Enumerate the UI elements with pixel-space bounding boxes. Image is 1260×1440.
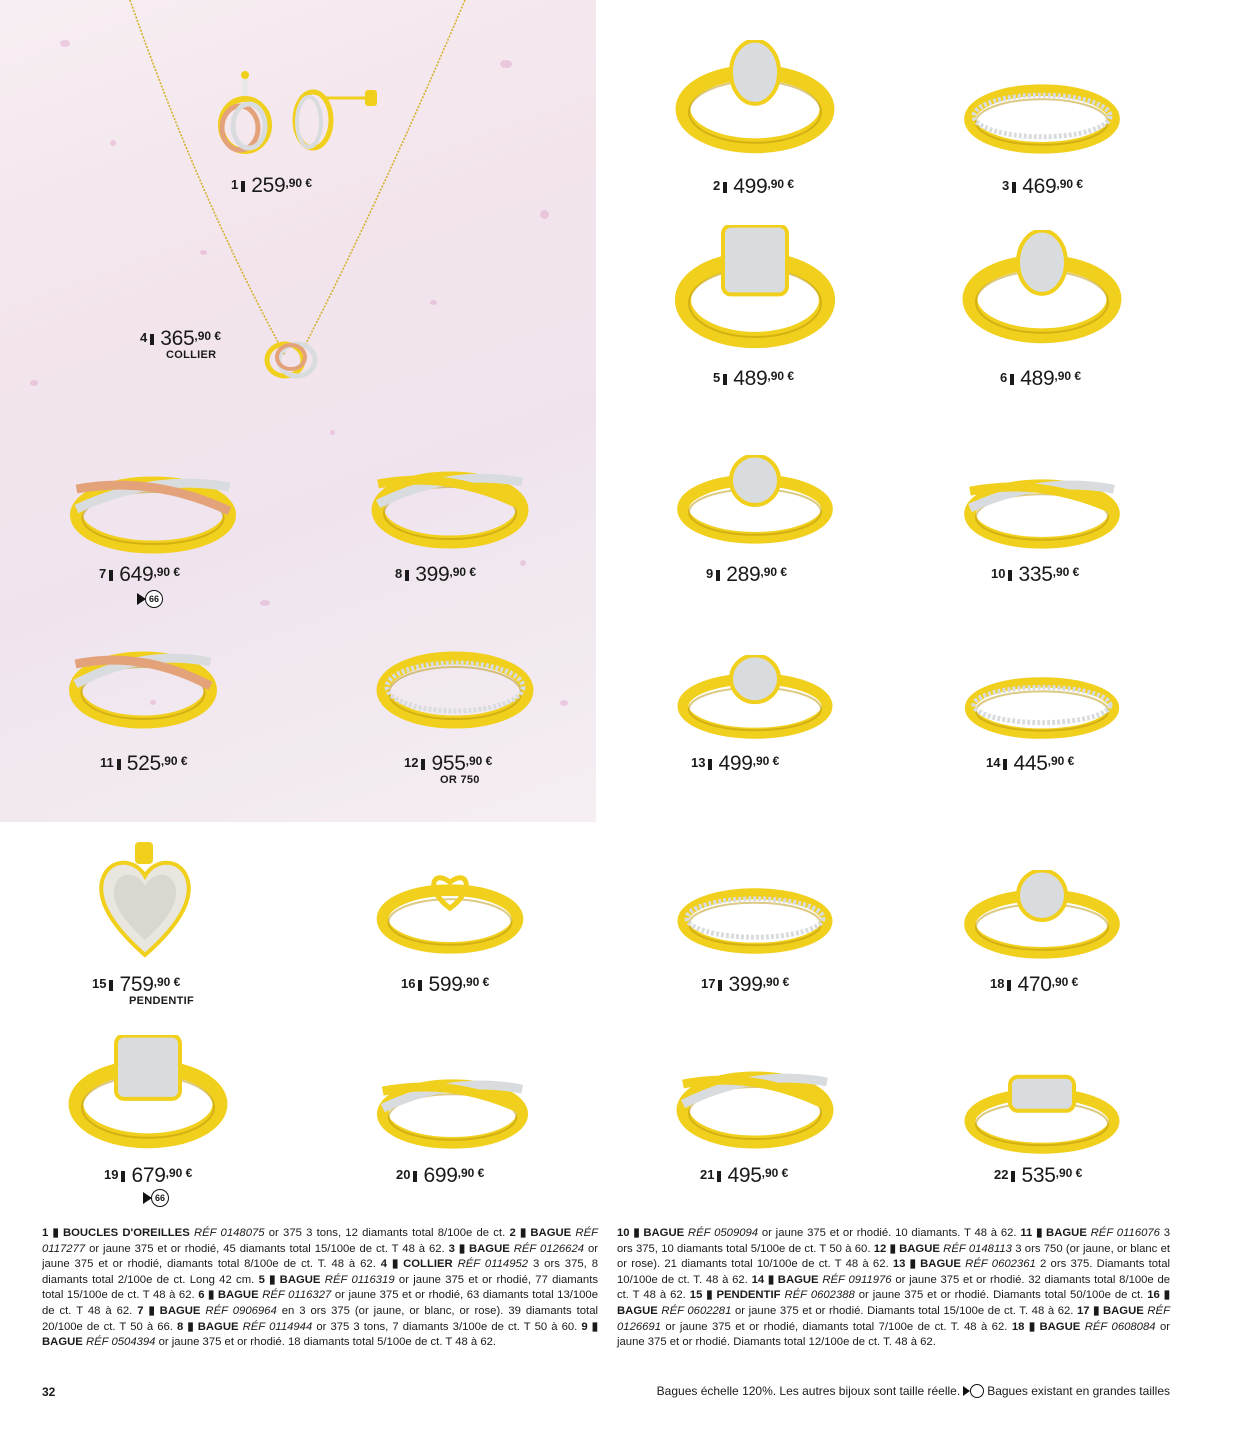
price-cents: ,90 € — [767, 177, 795, 191]
description-text: or 375 3 tons, 7 diamants 3/100e de ct. T 50 à 60. — [312, 1320, 582, 1333]
price-tag-3 — [1002, 175, 1083, 199]
ring-3-image — [962, 65, 1122, 155]
separator-bar — [716, 570, 720, 581]
description-text: or jaune 375 et or rhodié. Diamants total 12/100e de ct. T. 48 à 62. — [617, 1320, 1171, 1349]
ring-16-image — [375, 865, 525, 955]
separator-bar — [1012, 182, 1016, 193]
ring-22-image — [962, 1070, 1122, 1155]
separator-bar — [1003, 759, 1007, 770]
product-number: 3 — [1002, 178, 1010, 193]
price-euros: 399 — [415, 563, 450, 586]
product-number: 11 — [100, 755, 114, 770]
price-euros: 525 — [126, 752, 161, 775]
price-tag-13 — [691, 752, 779, 776]
description-ref: RÉF 0116076 — [1090, 1227, 1160, 1239]
description-ref: RÉF 0126691 — [617, 1304, 1170, 1333]
product-number: 7 — [99, 566, 107, 581]
description-label: 9 ▮ BAGUE — [42, 1320, 598, 1349]
price-euros: 499 — [733, 175, 768, 198]
description-ref: RÉF 0504394 — [85, 1336, 156, 1349]
price-euros: 699 — [423, 1164, 458, 1187]
description-label: 11 ▮ BAGUE — [1020, 1227, 1091, 1239]
ring-5-image — [675, 225, 835, 350]
product-number: 9 — [706, 566, 714, 581]
price-tag-15 — [92, 973, 195, 1007]
price-cents: ,90 € — [1051, 975, 1079, 989]
price-cents: ,90 € — [449, 565, 477, 579]
description-label: 14 ▮ BAGUE — [751, 1273, 823, 1286]
ring-12-image — [375, 630, 535, 730]
price-tag-21 — [700, 1164, 788, 1188]
ring-19-image — [68, 1035, 228, 1150]
product-number: 13 — [691, 755, 706, 770]
product-number: 16 — [401, 976, 416, 991]
price-cents: ,90 € — [1054, 369, 1082, 383]
description-text: or jaune 375 et or rhodié, diamants total 8/100e de ct. T. 48 à 62. — [42, 1242, 599, 1271]
price-tag-22 — [994, 1164, 1082, 1188]
description-ref: RÉF 0608084 — [1084, 1320, 1156, 1333]
description-label: 16 ▮ BAGUE — [617, 1289, 1171, 1317]
price-tag-4 — [140, 327, 222, 361]
heart-pendant-image — [95, 840, 195, 960]
price-tag-14 — [986, 752, 1074, 776]
description-label: 7 ▮ BAGUE — [137, 1304, 206, 1317]
price-cents: ,90 € — [767, 369, 795, 383]
price-tag-7 — [99, 563, 180, 587]
ring-17-image — [675, 870, 835, 955]
price-euros: 599 — [428, 973, 463, 996]
price-cents: ,90 € — [165, 1166, 193, 1180]
footer-note — [657, 1384, 1170, 1398]
product-type-label: OR 750 — [440, 774, 480, 786]
price-euros: 289 — [726, 563, 761, 586]
price-euros: 649 — [119, 563, 154, 586]
separator-bar — [418, 980, 422, 991]
description-ref: RÉF 0114952 — [457, 1258, 529, 1271]
description-text: or jaune 375 et or rhodié, 77 diamants total 15/100e de ct. T 48 à 62. — [42, 1273, 598, 1302]
large-size-circle-icon — [970, 1384, 984, 1398]
description-label: 5 ▮ BAGUE — [258, 1273, 325, 1286]
product-type-label: PENDENTIF — [129, 995, 195, 1007]
description-ref: RÉF 0906964 — [205, 1304, 277, 1317]
description-ref: RÉF 0114944 — [242, 1320, 313, 1333]
description-ref: RÉF 0602388 — [784, 1289, 855, 1302]
description-text: or jaune 375 et or rhodié. 32 diamants total 8/100e de ct. T 48 à 62. — [617, 1273, 1171, 1302]
description-ref: RÉF 0602281 — [661, 1304, 732, 1317]
price-tag-10 — [991, 563, 1079, 587]
description-label: 1 ▮ BOUCLES D'OREILLES — [42, 1227, 194, 1239]
price-cents: ,90 € — [1055, 1166, 1083, 1180]
separator-bar — [717, 1171, 721, 1182]
product-number: 6 — [1000, 370, 1008, 385]
large-size-circle-icon: 66 — [145, 590, 163, 608]
description-label: 17 ▮ BAGUE — [1077, 1304, 1148, 1317]
separator-bar — [1011, 1171, 1015, 1182]
description-text: or jaune 375 et or rhodié, 45 diamants total 15/100e de ct. T 48 à 62. — [85, 1242, 449, 1255]
separator-bar — [421, 759, 425, 770]
separator-bar — [150, 334, 154, 345]
price-euros: 259 — [251, 174, 286, 197]
product-number: 5 — [713, 370, 721, 385]
price-euros: 499 — [718, 752, 753, 775]
product-number: 1 — [231, 177, 239, 192]
price-cents: ,90 € — [1047, 754, 1075, 768]
separator-bar — [718, 980, 722, 991]
price-tag-16 — [401, 973, 489, 997]
price-cents: ,90 € — [762, 975, 790, 989]
price-cents: ,90 € — [462, 975, 490, 989]
price-cents: ,90 € — [153, 975, 181, 989]
price-cents: ,90 € — [761, 1166, 789, 1180]
price-tag-5 — [713, 367, 794, 391]
necklace-pendant-image — [255, 335, 335, 385]
price-cents: ,90 € — [153, 565, 181, 579]
description-text: 3 ors 750 (or jaune, or blanc et or rose). 21 diamants total 10/100e de ct. T 48 à 62. — [617, 1242, 1171, 1271]
separator-bar — [241, 181, 245, 192]
price-euros: 445 — [1013, 752, 1048, 775]
description-ref: RÉF 0509094 — [687, 1227, 759, 1239]
price-tag-8 — [395, 563, 476, 587]
ring-10-image — [962, 460, 1122, 550]
price-tag-19 — [104, 1164, 192, 1188]
description-text: 3 ors 375, 8 diamants total 2/100e de ct. Long 42 cm. — [42, 1258, 598, 1286]
ring-6-image — [962, 230, 1122, 345]
separator-bar — [109, 980, 113, 991]
separator-bar — [117, 759, 121, 770]
price-cents: ,90 € — [465, 754, 493, 768]
separator-bar — [413, 1171, 417, 1182]
price-cents: ,90 € — [1056, 177, 1084, 191]
price-euros: 759 — [119, 973, 154, 996]
descriptions-right — [617, 1226, 1170, 1351]
product-number: 12 — [404, 755, 419, 770]
description-ref: RÉF 0116319 — [324, 1273, 395, 1286]
large-size-badge-19 — [143, 1189, 169, 1207]
price-cents: ,90 € — [160, 754, 188, 768]
description-ref: RÉF 0116327 — [262, 1289, 332, 1302]
large-sizes-note: Bagues existant en grandes tailles — [987, 1384, 1170, 1398]
earrings-image — [205, 70, 385, 160]
price-euros: 335 — [1018, 563, 1053, 586]
price-euros: 535 — [1021, 1164, 1056, 1187]
description-label: 4 ▮ COLLIER — [380, 1258, 458, 1271]
separator-bar — [405, 570, 409, 581]
price-euros: 955 — [431, 752, 466, 775]
separator-bar — [121, 1171, 125, 1182]
price-cents: ,90 € — [752, 754, 780, 768]
price-tag-2 — [713, 175, 794, 199]
description-ref: RÉF 0117277 — [42, 1227, 599, 1255]
separator-bar — [708, 759, 712, 770]
description-text: or jaune 375 et or rhodié. 18 diamants total 5/100e de ct. T 48 à 62. — [155, 1336, 497, 1349]
scale-note: Bagues échelle 120%. Les autres bijoux sont taille réelle. — [656, 1384, 961, 1398]
price-tag-12 — [404, 752, 493, 786]
price-euros: 365 — [160, 327, 195, 350]
separator-bar — [723, 182, 727, 193]
ring-7-image — [68, 455, 238, 555]
separator-bar — [109, 570, 113, 581]
product-number: 18 — [990, 976, 1005, 991]
price-euros: 470 — [1017, 973, 1052, 996]
description-ref: RÉF 0602361 — [965, 1258, 1036, 1271]
descriptions-left — [42, 1226, 598, 1351]
description-text: or jaune 375 et or rhodié, diamants total 7/100e de ct. T. 48 à 62. — [660, 1320, 1012, 1333]
description-label: 2 ▮ BAGUE — [509, 1227, 576, 1239]
description-text: or jaune 375 et or rhodié. Diamants total 50/100e de ct. — [854, 1289, 1148, 1302]
price-tag-18 — [990, 973, 1078, 997]
price-cents: ,90 € — [457, 1166, 485, 1180]
description-text: 3 ors 375, 10 diamants total 5/100e de ct. T 50 à 60. — [617, 1227, 1171, 1255]
price-tag-9 — [706, 563, 787, 587]
large-size-circle-icon: 66 — [151, 1189, 169, 1207]
price-cents: ,90 € — [194, 329, 222, 343]
price-euros: 489 — [733, 367, 768, 390]
description-text: en 3 ors 375 (or jaune, or blanc, or rose). 39 diamants total 20/100e de ct. T 50 à 66. — [42, 1304, 598, 1333]
description-label: 15 ▮ PENDENTIF — [689, 1289, 785, 1302]
play-triangle-icon — [963, 1386, 970, 1396]
description-label: 6 ▮ BAGUE — [198, 1289, 263, 1302]
ring-11-image — [68, 630, 218, 730]
price-tag-11 — [100, 752, 188, 776]
description-text: or 375 3 tons, 12 diamants total 8/100e de ct. — [264, 1227, 510, 1239]
product-number: 4 — [140, 330, 148, 345]
price-tag-20 — [396, 1164, 484, 1188]
ring-9-image — [675, 455, 835, 545]
price-tag-17 — [701, 973, 789, 997]
separator-bar — [1008, 570, 1012, 581]
description-ref: RÉF 0148075 — [193, 1227, 265, 1239]
description-label: 12 ▮ BAGUE — [873, 1242, 944, 1255]
description-text: or jaune 375 et or rhodié. Diamants total 15/100e de ct. T. 48 à 62. — [731, 1304, 1078, 1317]
product-number: 20 — [396, 1167, 411, 1182]
product-number: 14 — [986, 755, 1001, 770]
description-text: or jaune 375 et or rhodié, 63 diamants total 13/100e de ct. T 48 à 62. — [42, 1289, 598, 1317]
ring-18-image — [962, 870, 1122, 960]
price-euros: 679 — [131, 1164, 166, 1187]
separator-bar — [723, 374, 727, 385]
separator-bar — [1007, 980, 1011, 991]
ring-20-image — [375, 1060, 530, 1150]
description-label: 13 ▮ BAGUE — [892, 1258, 966, 1271]
price-euros: 399 — [728, 973, 763, 996]
ring-21-image — [675, 1050, 835, 1150]
description-text: or jaune 375 et or rhodié. 10 diamants. T 48 à 62. — [758, 1227, 1021, 1239]
price-cents: ,90 € — [1052, 565, 1080, 579]
large-size-badge-7 — [137, 590, 163, 608]
product-number: 19 — [104, 1167, 119, 1182]
ring-14-image — [962, 660, 1122, 740]
product-number: 22 — [994, 1167, 1009, 1182]
description-label: 10 ▮ BAGUE — [617, 1227, 688, 1239]
product-number: 15 — [92, 976, 107, 991]
description-text: 2 ors 375. Diamants total 10/100e de ct. T. 48 à 62. — [617, 1258, 1170, 1286]
price-tag-1 — [231, 174, 312, 198]
price-euros: 469 — [1022, 175, 1057, 198]
description-label: 3 ▮ BAGUE — [448, 1242, 514, 1255]
separator-bar — [1010, 374, 1014, 385]
price-cents: ,90 € — [760, 565, 788, 579]
ring-8-image — [370, 450, 530, 550]
price-cents: ,90 € — [285, 176, 313, 190]
description-label: 18 ▮ BAGUE — [1011, 1320, 1085, 1333]
product-number: 21 — [700, 1167, 715, 1182]
description-ref: RÉF 0126624 — [513, 1242, 585, 1255]
description-ref: RÉF 0148113 — [943, 1242, 1012, 1255]
price-euros: 495 — [727, 1164, 762, 1187]
price-euros: 489 — [1020, 367, 1055, 390]
product-number: 10 — [991, 566, 1006, 581]
description-label: 8 ▮ BAGUE — [177, 1320, 243, 1333]
product-type-label: COLLIER — [166, 349, 217, 361]
product-number: 17 — [701, 976, 716, 991]
product-number: 8 — [395, 566, 403, 581]
ring-2-image — [675, 40, 835, 155]
page-number: 32 — [42, 1385, 56, 1399]
ring-13-image — [675, 655, 835, 740]
description-ref: RÉF 0911976 — [822, 1273, 892, 1286]
product-number: 2 — [713, 178, 721, 193]
price-tag-6 — [1000, 367, 1081, 391]
